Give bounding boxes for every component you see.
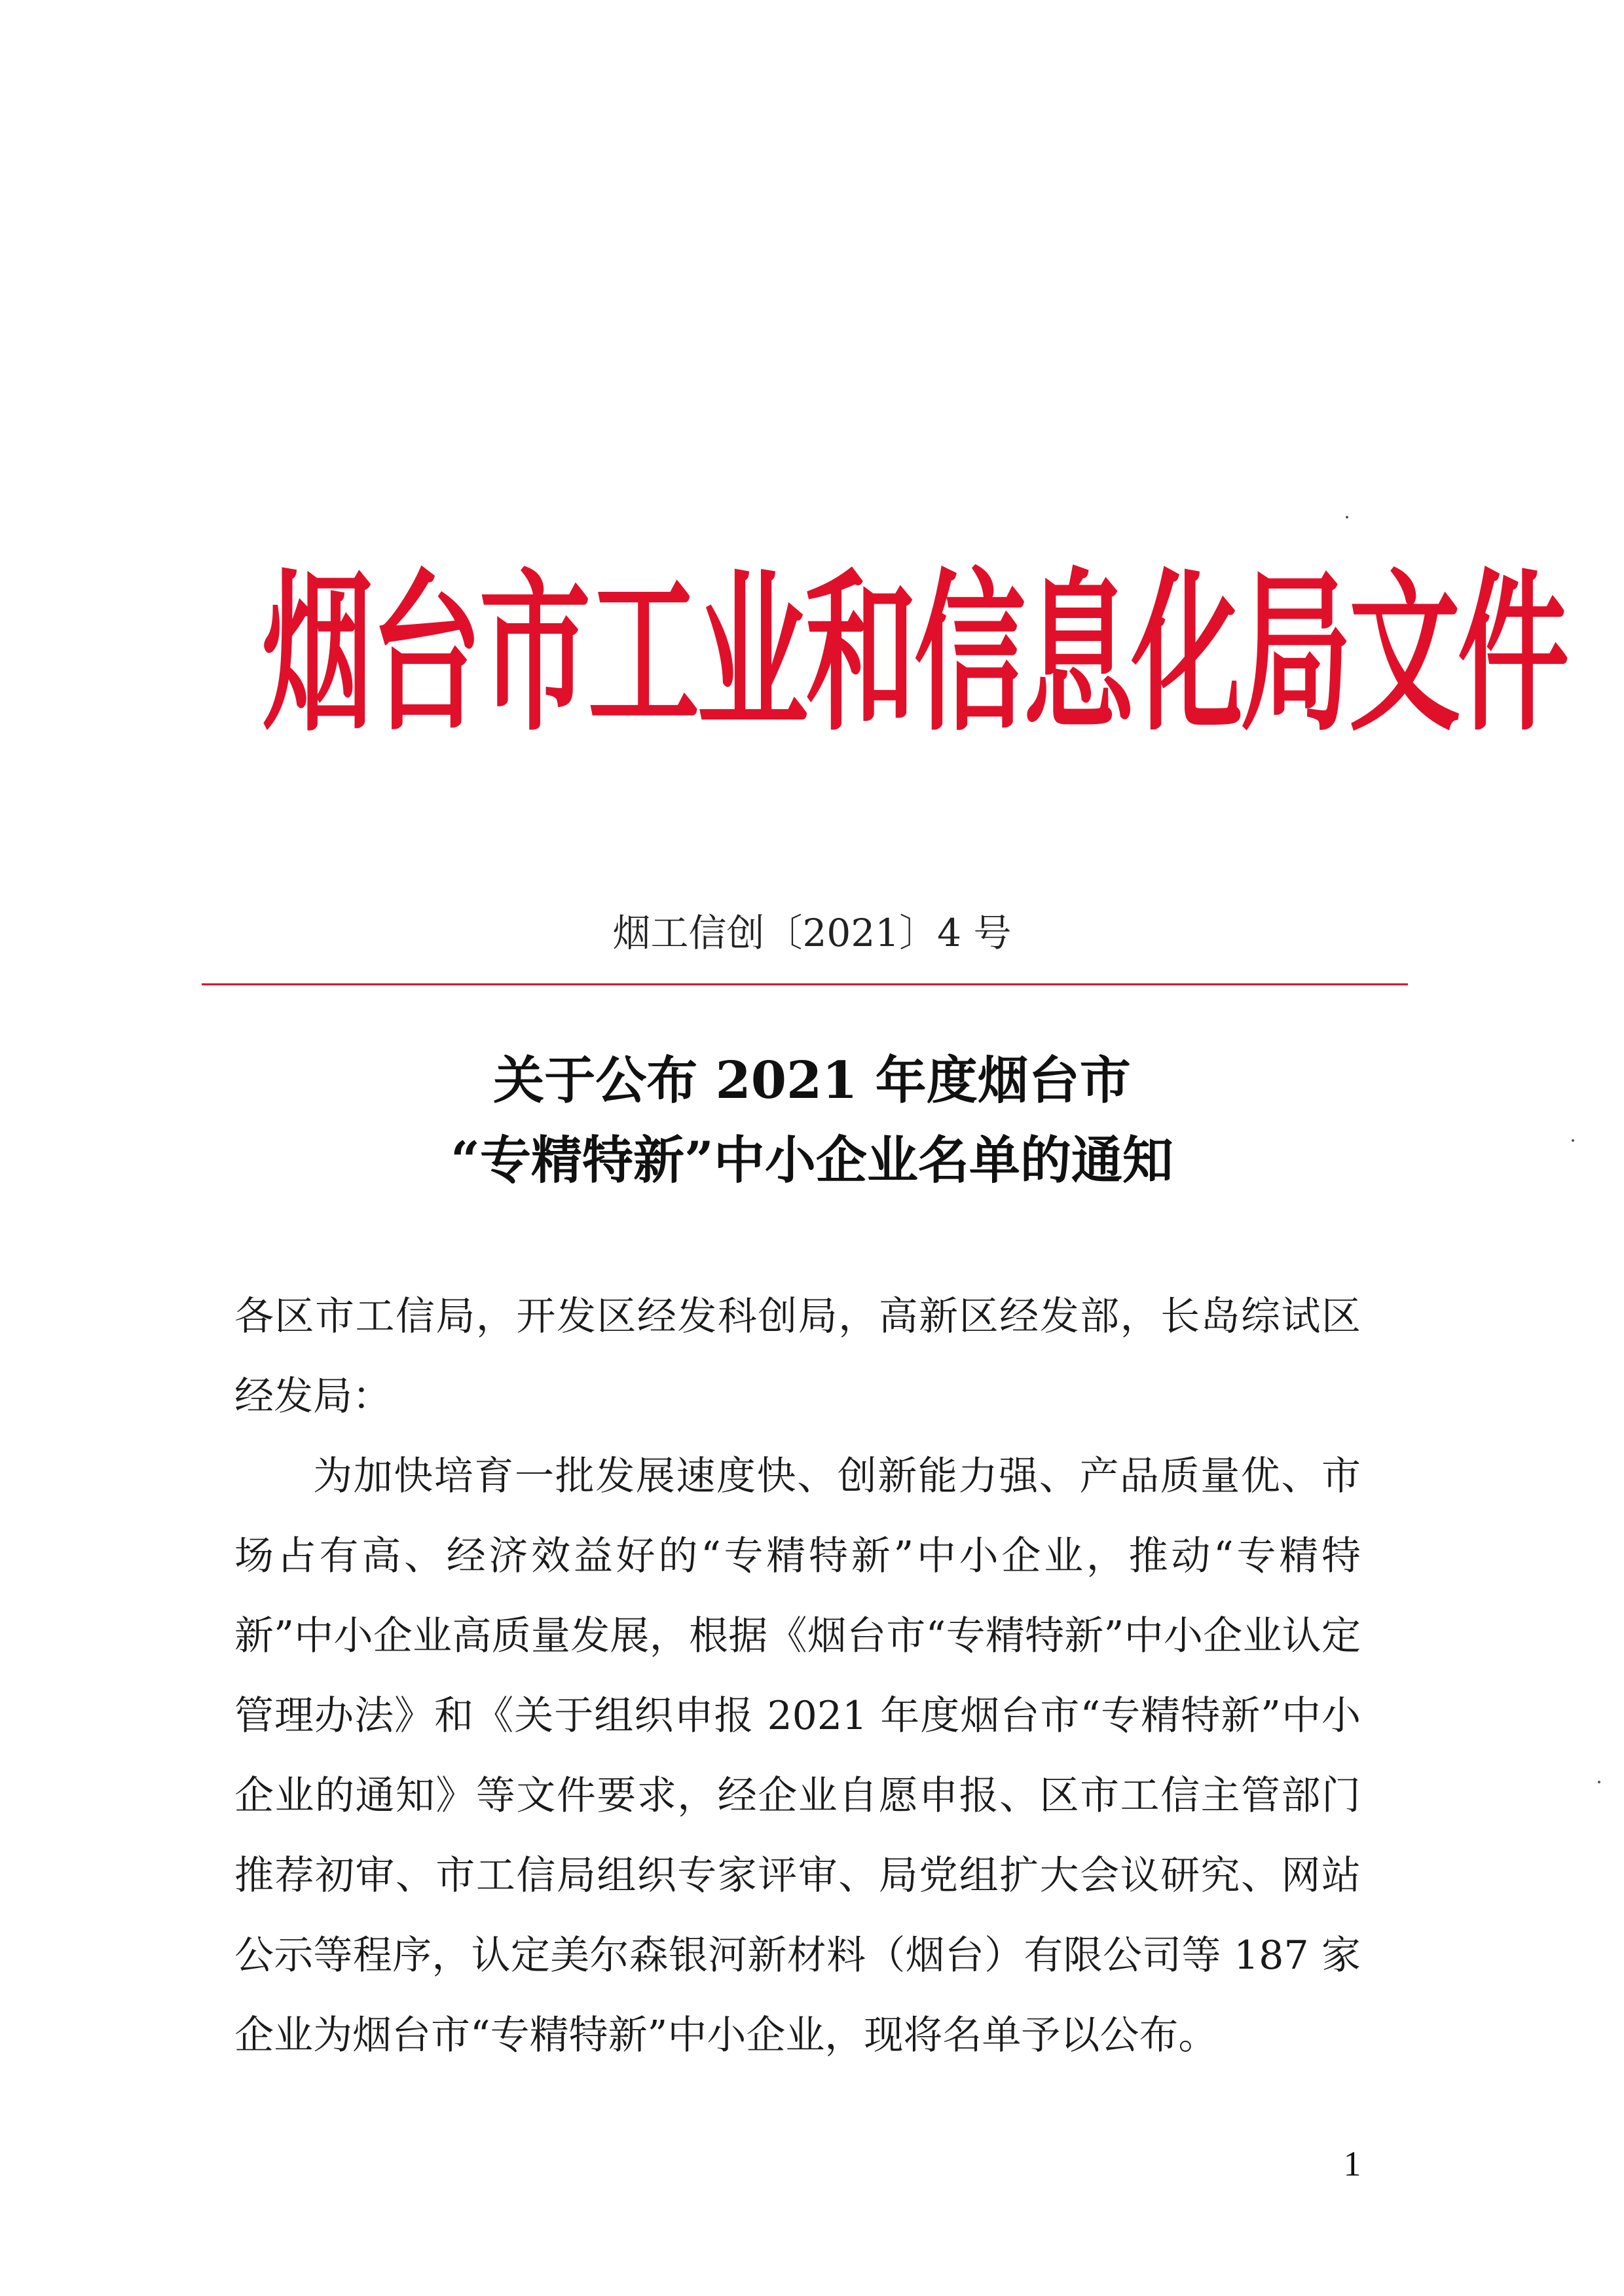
notice-body bbox=[234, 1277, 1361, 2075]
notice-title bbox=[0, 1041, 1624, 1201]
scan-speck bbox=[1346, 516, 1348, 519]
scan-speck bbox=[1598, 1781, 1600, 1783]
notice-title-line-2: “专精特新”中小企业名单的通知 bbox=[451, 1131, 1173, 1190]
scan-speck bbox=[1572, 1139, 1574, 1142]
body-paragraph: 为加快培育一批发展速度快、创新能力强、产品质量优、市场占有高、经济效益好的“专精特新”中小企业，推动“专精特新”中小企业高质量发展，根据《烟台市“专精特新”中小企业认定管理办法》和《关于组织申报 2021 年度烟台市“专精特新”中小企业的通知》等文件要求，经企业自愿申报、区市工信主管部门推荐初审、市工信局组织专家评审、局党组扩大会议研究、网站公示等程序，认定美尔森银河新材料（烟台）有限公司等 187 家企业为烟台市“专精特新”中小企业，现将名单予以公布。 bbox=[234, 1453, 1361, 2058]
page-number: 1 bbox=[1343, 2144, 1361, 2183]
document-number: 烟工信创〔2021〕4 号 bbox=[612, 911, 1012, 955]
addressee: 各区市工信局，开发区经发科创局，高新区经发部，长岛综试区经发局： bbox=[234, 1294, 1361, 1419]
masthead-title: 烟台市工业和信息化局文件 bbox=[262, 554, 1567, 756]
red-divider-rule bbox=[202, 983, 1408, 985]
notice-title-line-1: 关于公布 2021 年度烟台市 bbox=[493, 1051, 1131, 1110]
